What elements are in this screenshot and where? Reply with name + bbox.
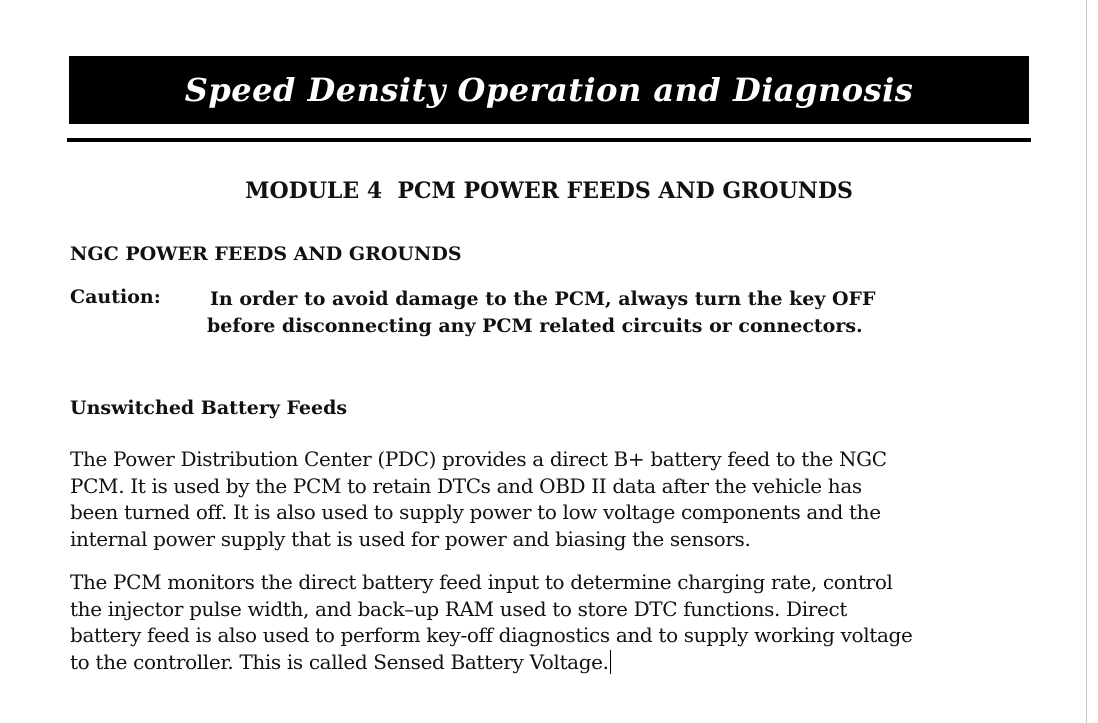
horizontal-rule [67,138,1031,142]
page-edge [1086,0,1087,723]
paragraph-pcm-monitors[interactable] [70,569,1030,675]
paragraph-line: The PCM monitors the direct battery feed input to determine charging rate, control [70,570,893,594]
paragraph-last-line [70,649,1030,676]
paragraph-unswitched-feeds[interactable] [70,446,1030,552]
paragraph-line: battery feed is also used to perform key-off diagnostics and to supply working voltage [70,623,913,647]
caution-line: before disconnecting any PCM related circuits or connectors. [207,315,863,337]
module-title: MODULE 4 PCM POWER FEEDS AND GROUNDS [245,178,853,204]
text-cursor [610,650,611,674]
caution-line: In order to avoid damage to the PCM, always turn the key OFF [210,288,876,310]
caution-label: Caution: [70,286,161,308]
paragraph-line: to the controller. This is called Sensed Battery Voltage. [70,649,609,674]
caution-text [207,286,987,340]
section-heading: NGC POWER FEEDS AND GROUNDS [70,243,462,265]
paragraph-line: internal power supply that is used for power and biasing the sensors. [70,526,751,551]
title-banner [69,56,1029,124]
paragraph-line: the injector pulse width, and back–up RAM used to store DTC functions. Direct [70,596,848,621]
paragraph-line: PCM. It is used by the PCM to retain DTCs and OBD II data after the vehicle has [70,473,862,498]
banner-title: Speed Density Operation and Diagnosis [184,71,914,109]
paragraph-line: The Power Distribution Center (PDC) provides a direct B+ battery feed to the NGC [70,447,887,471]
paragraph-line: been turned off. It is also used to supply power to low voltage components and the [70,500,881,524]
subsection-heading: Unswitched Battery Feeds [70,397,348,419]
